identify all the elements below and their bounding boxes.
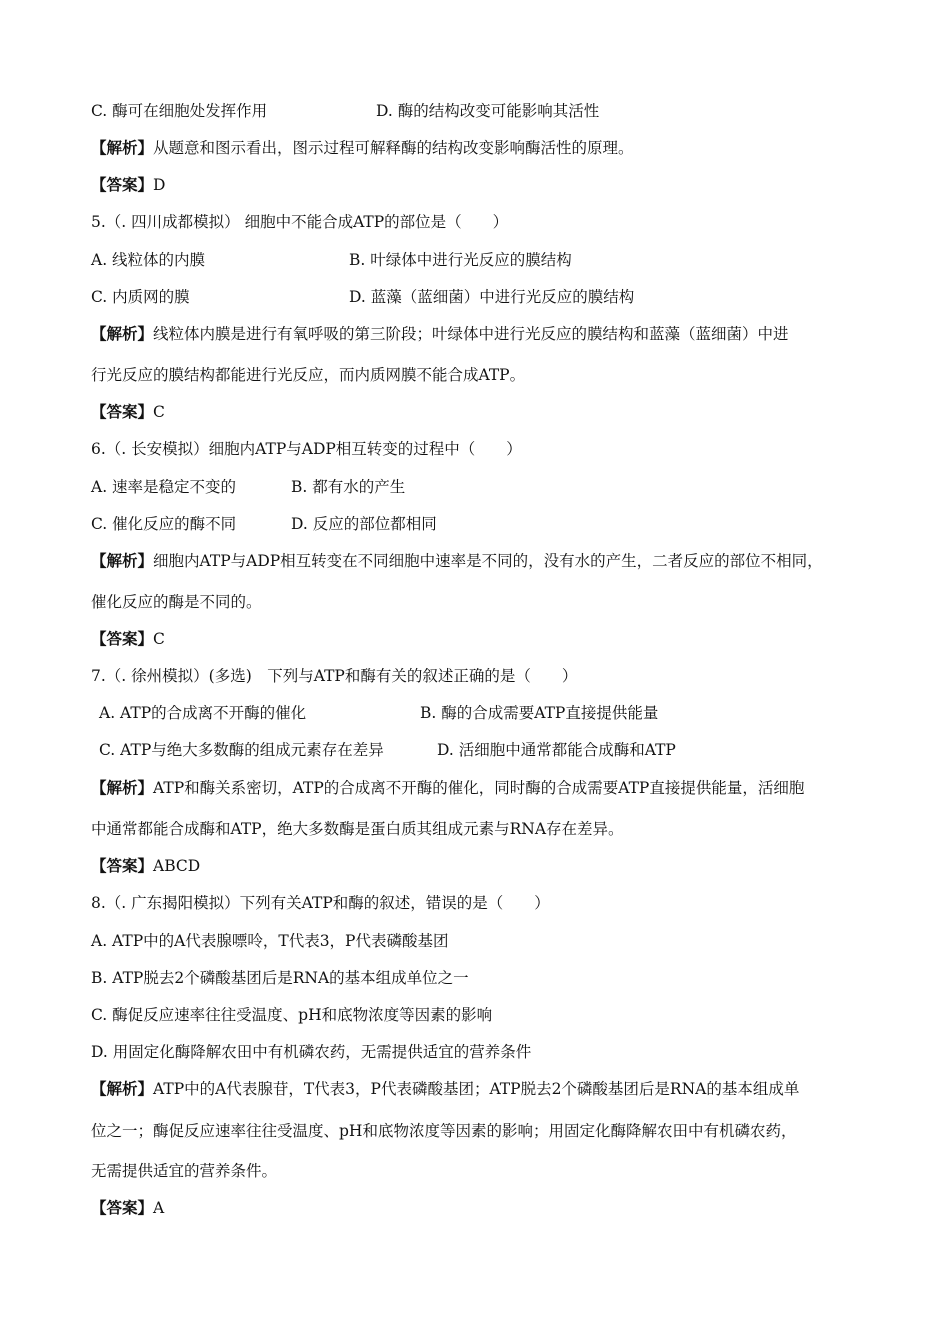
- q7-analysis-line-1: [91, 777, 804, 799]
- answer-label: 【答案】: [91, 629, 154, 648]
- q8-option-b: B. ATP脱去2个磷酸基团后是RNA的基本组成单位之一: [91, 969, 469, 987]
- q7-options-cd: [99, 739, 676, 761]
- q8-option-a: A. ATP中的A代表腺嘌呤，T代表3，P代表磷酸基团: [91, 932, 449, 950]
- q5-option-c: C. 内质网的膜: [91, 288, 190, 306]
- answer-label: 【答案】: [91, 175, 154, 194]
- q6-analysis-text-1: 细胞内ATP与ADP相互转变在不同细胞中速率是不同的，没有水的产生，二者反应的部位不相同，: [153, 552, 823, 570]
- q7-answer-text: ABCD: [153, 857, 201, 875]
- q7-analysis-text-1: ATP和酶关系密切，ATP的合成离不开酶的催化，同时酶的合成需要ATP直接提供能量，活细胞: [153, 779, 805, 797]
- q8-answer: [91, 1197, 164, 1219]
- q5-stem: 5.（. 四川成都模拟） 细胞中不能合成ATP的部位是（ ）: [91, 213, 509, 231]
- q6-option-c: C. 催化反应的酶不同: [91, 515, 237, 533]
- q7-option-a: A. ATP的合成离不开酶的催化: [99, 704, 307, 722]
- q8-analysis-line-2: 位之一；酶促反应速率往往受温度、pH和底物浓度等因素的影响；用固定化酶降解农田中有机磷农药，: [91, 1122, 797, 1140]
- q5-options-ab: [91, 249, 572, 271]
- q8-option-c: C. 酶促反应速率往往受温度、pH和底物浓度等因素的影响: [91, 1006, 493, 1024]
- q6-option-d: D. 反应的部位都相同: [291, 515, 437, 533]
- q4-option-c: C. 酶可在细胞处发挥作用: [91, 102, 268, 120]
- analysis-label: 【解析】: [91, 778, 154, 797]
- answer-label: 【答案】: [91, 402, 154, 421]
- q8-option-d: D. 用固定化酶降解农田中有机磷农药，无需提供适宜的营养条件: [91, 1043, 532, 1061]
- q6-option-b: B. 都有水的产生: [291, 478, 406, 496]
- q4-answer: [91, 174, 165, 196]
- analysis-label: 【解析】: [91, 138, 154, 157]
- q8-analysis-text-1: ATP中的A代表腺苷，T代表3，P代表磷酸基团；ATP脱去2个磷酸基团后是RNA的基本组成单: [153, 1080, 800, 1098]
- q4-answer-text: D: [153, 176, 166, 194]
- q6-analysis-line-2: 催化反应的酶是不同的。: [91, 593, 262, 611]
- q8-answer-text: A: [153, 1199, 165, 1217]
- q6-analysis-line-1: [91, 550, 823, 572]
- q4-option-d: D. 酶的结构改变可能影响其活性: [376, 102, 600, 120]
- q4-options-cd: [91, 100, 600, 122]
- q4-analysis: [91, 137, 634, 159]
- q7-option-c: C. ATP与绝大多数酶的组成元素存在差异: [99, 741, 384, 759]
- q7-options-ab: [99, 702, 659, 724]
- q6-answer-text: C: [153, 630, 165, 648]
- q6-options-cd: [91, 513, 437, 535]
- q6-stem: 6.（. 长安模拟）细胞内ATP与ADP相互转变的过程中（ ）: [91, 440, 522, 458]
- q7-stem: 7.（. 徐州模拟）(多选) 下列与ATP和酶有关的叙述正确的是（ ）: [91, 667, 578, 685]
- q8-stem: 8.（. 广东揭阳模拟）下列有关ATP和酶的叙述，错误的是（ ）: [91, 894, 550, 912]
- q5-option-b: B. 叶绿体中进行光反应的膜结构: [349, 251, 572, 269]
- analysis-label: 【解析】: [91, 324, 154, 343]
- q7-answer: [91, 855, 200, 877]
- q5-answer: [91, 401, 165, 423]
- q4-analysis-text: 从题意和图示看出，图示过程可解释酶的结构改变影响酶活性的原理。: [153, 139, 634, 157]
- q5-options-cd: [91, 286, 635, 308]
- q5-analysis-line-2: 行光反应的膜结构都能进行光反应，而内质网膜不能合成ATP。: [91, 366, 526, 384]
- analysis-label: 【解析】: [91, 551, 154, 570]
- q8-analysis-line-3: 无需提供适宜的营养条件。: [91, 1162, 278, 1180]
- q8-analysis-line-1: [91, 1078, 799, 1100]
- q6-options-ab: [91, 476, 406, 498]
- answer-label: 【答案】: [91, 1198, 154, 1217]
- q7-analysis-line-2: 中通常都能合成酶和ATP，绝大多数酶是蛋白质其组成元素与RNA存在差异。: [91, 820, 624, 838]
- q5-analysis-text-1: 线粒体内膜是进行有氧呼吸的第三阶段；叶绿体中进行光反应的膜结构和蓝藻（蓝细菌）中进: [153, 325, 789, 343]
- analysis-label: 【解析】: [91, 1079, 154, 1098]
- q5-option-d: D. 蓝藻（蓝细菌）中进行光反应的膜结构: [349, 288, 635, 306]
- q5-option-a: A. 线粒体的内膜: [91, 251, 206, 269]
- q5-answer-text: C: [153, 403, 165, 421]
- q7-option-d: D. 活细胞中通常都能合成酶和ATP: [437, 741, 676, 759]
- q5-analysis-line-1: [91, 323, 789, 345]
- answer-label: 【答案】: [91, 856, 154, 875]
- q6-answer: [91, 628, 165, 650]
- q6-option-a: A. 速率是稳定不变的: [91, 478, 237, 496]
- q7-option-b: B. 酶的合成需要ATP直接提供能量: [420, 704, 659, 722]
